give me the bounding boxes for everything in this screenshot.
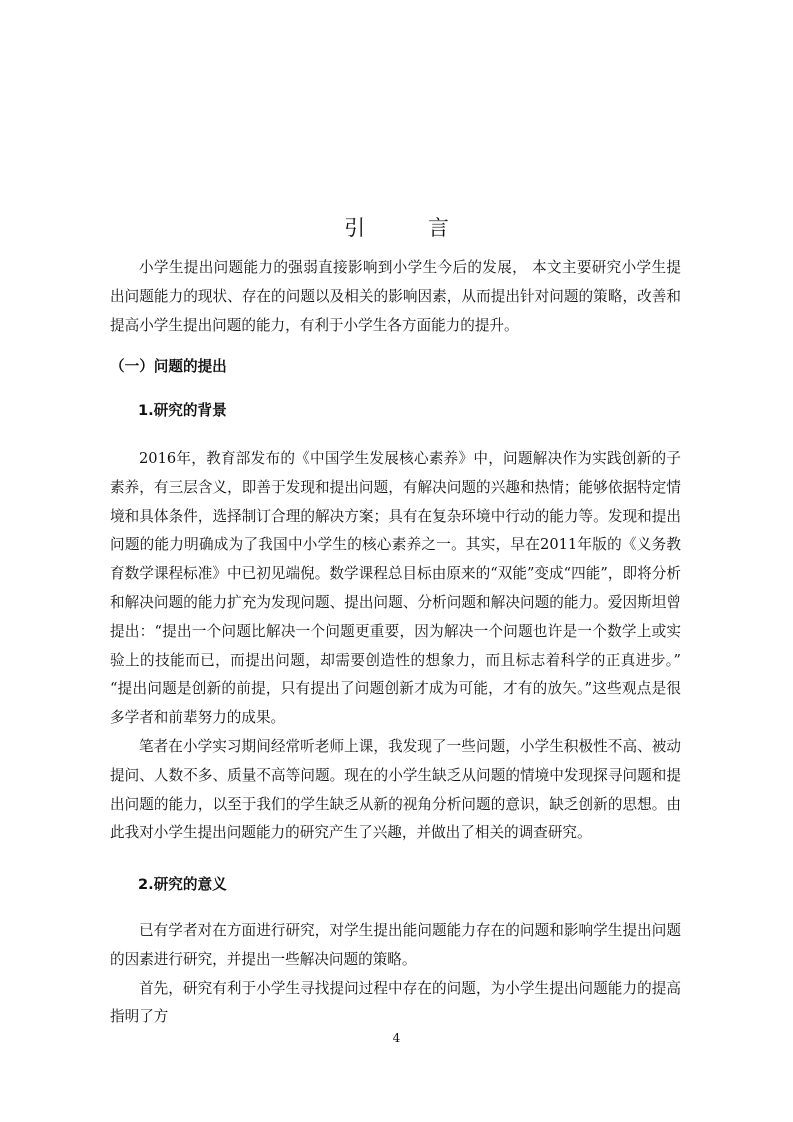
section-heading: （一）问题的提出	[110, 358, 227, 375]
significance-paragraph-2: 首先，研究有利于小学生寻找提问过程中存在的问题，为小学生提出问题能力的提高指明了方	[110, 979, 681, 1026]
page-title: 引 言	[344, 216, 477, 240]
significance-paragraph-1: 已有学者对在方面进行研究，对学生提出能问题能力存在的问题和影响学生提出问题的因素进行研究，并提出一些解决问题的策略。	[110, 922, 681, 968]
background-paragraph-2: 笔者在小学实习期间经常听老师上课，我发现了一些问题，小学生积极性不高、被动提问、人数不多、质量不高等问题。现在的小学生缺乏从问题的情境中发现探寻问题和提出问题的能力，以至于我们的学生缺乏从新的视角分析问题的意识，缺乏创新的思想。由此我对小学生提出问题能力的研究产生了兴趣，并做出了相关的调查研究。	[110, 737, 681, 842]
subsection-1-heading: 1.研究的背景	[138, 402, 227, 419]
subsection-2-heading: 2.研究的意义	[138, 876, 227, 893]
intro-paragraph: 小学生提出问题能力的强弱直接影响到小学生今后的发展， 本文主要研究小学生提出问题能力的现状、存在的问题以及相关的影响因素，从而提出针对问题的策略，改善和提高小学生提出问题的能力，有利于小学生各方面能力的提升。	[110, 259, 681, 334]
subsection-1-body	[110, 445, 681, 848]
subsection-2-body	[110, 917, 681, 1032]
background-paragraph-1: 2016年，教育部发布的《中国学生发展核心素养》中，问题解决作为实践创新的子素养，有三层含义，即善于发现和提出问题，有解决问题的兴趣和热情；能够依据特定情境和具体条件，选择制订合理的解决方案；具有在复杂环境中行动的能力等。发现和提出问题的能力明确成为了我国中小学生的核心素养之一。其实，早在2011年版的《义务教育数学课程标准》中已初见端倪。数学课程总目标由原来的“双能”变成“四能”，即将分析和解决问题的能力扩充为发现问题、提出问题、分析问题和解决问题的能力。爱因斯坦曾提出：“提出一个问题比解决一个问题更重要，因为解决一个问题也许是一个数学上或实验上的技能而已，而提出问题，却需要创造性的想象力，而且标志着科学的正真进步。” “提出问题是创新的前提，只有提出了问题创新才成为可能，才有的放矢。”这些观点是很多学者和前辈努力的成果。	[110, 450, 681, 727]
intro-block	[110, 254, 681, 340]
page-number: 4	[392, 1031, 401, 1045]
